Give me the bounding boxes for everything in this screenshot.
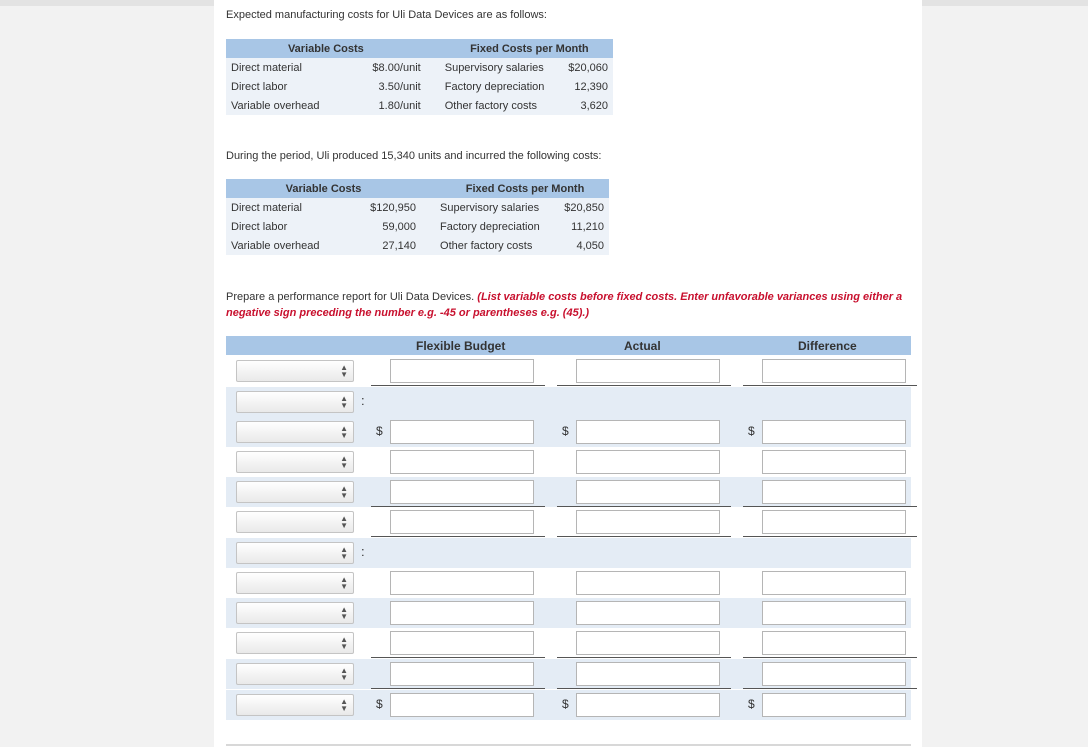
report-row <box>226 628 911 658</box>
expected-costs-table <box>226 39 613 115</box>
table-row <box>226 217 609 236</box>
updown-arrow-icon: ▲ ▼ <box>340 605 348 621</box>
report-row <box>226 477 911 507</box>
report-row <box>226 447 911 477</box>
line-item-select[interactable] <box>236 481 354 503</box>
total-underline <box>371 536 545 537</box>
line-item-select[interactable] <box>236 421 354 443</box>
table-row <box>226 77 613 96</box>
variable-cost-value: $120,950 <box>370 201 417 214</box>
fixed-cost-label: Other factory costs <box>440 239 533 252</box>
actual-input[interactable] <box>576 450 720 474</box>
flexible-budget-input[interactable] <box>390 693 534 717</box>
flexible-budget-input[interactable] <box>390 510 534 534</box>
report-row <box>226 507 911 537</box>
report-row <box>226 387 911 417</box>
line-item-select[interactable] <box>236 391 354 413</box>
variable-cost-label: Variable overhead <box>231 239 320 252</box>
actual-input[interactable] <box>576 693 720 717</box>
updown-arrow-icon: ▲ ▼ <box>340 484 348 500</box>
actual-input[interactable] <box>576 510 720 534</box>
actual-input[interactable] <box>576 480 720 504</box>
fixed-cost-value: 3,620 <box>580 99 608 112</box>
total-underline <box>743 657 917 658</box>
fixed-cost-label: Other factory costs <box>444 99 538 112</box>
updown-arrow-icon: ▲ ▼ <box>340 424 348 440</box>
period-text: During the period, Uli produced 15,340 units and incurred the following costs: <box>226 150 602 162</box>
table-row <box>226 96 613 115</box>
difference-input[interactable] <box>762 420 906 444</box>
variable-cost-label: Direct labor <box>231 80 288 93</box>
flexible-budget-input[interactable] <box>390 662 534 686</box>
variable-cost-value: 27,140 <box>382 239 417 252</box>
flexible-budget-input[interactable] <box>390 631 534 655</box>
total-underline <box>557 385 731 386</box>
line-item-select[interactable] <box>236 602 354 624</box>
line-item-select[interactable] <box>236 663 354 685</box>
difference-input[interactable] <box>762 450 906 474</box>
report-row <box>226 417 911 447</box>
difference-input[interactable] <box>762 510 906 534</box>
fixed-cost-value: 12,390 <box>574 80 608 93</box>
report-row <box>226 598 911 628</box>
table-row <box>226 58 613 77</box>
flexible-budget-input[interactable] <box>390 571 534 595</box>
report-row <box>226 356 911 386</box>
actual-input[interactable] <box>576 420 720 444</box>
fixed-cost-label: Factory depreciation <box>440 220 540 233</box>
dollar-sign: $ <box>748 424 755 438</box>
report-row <box>226 538 911 568</box>
total-underline <box>371 385 545 386</box>
line-item-select[interactable] <box>236 360 354 382</box>
total-underline <box>557 536 731 537</box>
variable-cost-label: Direct material <box>231 201 302 214</box>
updown-arrow-icon: ▲ ▼ <box>340 514 348 530</box>
report-header <box>226 336 911 355</box>
difference-input[interactable] <box>762 601 906 625</box>
flexible-budget-input[interactable] <box>390 601 534 625</box>
line-item-select[interactable] <box>236 632 354 654</box>
fixed-costs-header: Fixed Costs per Month <box>426 39 613 58</box>
variable-cost-label: Variable overhead <box>231 99 320 112</box>
report-row <box>226 659 911 689</box>
fixed-cost-value: 4,050 <box>576 239 604 252</box>
actual-input[interactable] <box>576 571 720 595</box>
variable-cost-value: 59,000 <box>382 220 417 233</box>
variable-cost-label: Direct labor <box>231 220 288 233</box>
updown-arrow-icon: ▲ ▼ <box>340 363 348 379</box>
updown-arrow-icon: ▲ ▼ <box>340 454 348 470</box>
flexible-budget-input[interactable] <box>390 480 534 504</box>
actual-input[interactable] <box>576 662 720 686</box>
variable-costs-header: Variable Costs <box>226 179 421 198</box>
dollar-sign: $ <box>562 424 569 438</box>
total-underline <box>371 657 545 658</box>
actual-input[interactable] <box>576 359 720 383</box>
variable-cost-value: $8.00/unit <box>372 61 421 74</box>
updown-arrow-icon: ▲ ▼ <box>340 697 348 713</box>
updown-arrow-icon: ▲ ▼ <box>340 635 348 651</box>
prepare-instructions <box>226 289 916 321</box>
variable-cost-value: 3.50/unit <box>378 80 421 93</box>
line-item-select[interactable] <box>236 451 354 473</box>
actual-input[interactable] <box>576 631 720 655</box>
instruction-text: (List variable costs before fixed costs. Enter unfavorable variances using either a negative sign preceding the number e.g. -45 or parentheses e.g. (45).) <box>226 291 903 319</box>
fixed-cost-value: $20,060 <box>568 61 608 74</box>
fixed-cost-label: Supervisory salaries <box>444 61 544 74</box>
report-row <box>226 568 911 598</box>
table-row <box>226 236 609 255</box>
colon-label: : <box>361 393 365 408</box>
fixed-costs-header: Fixed Costs per Month <box>421 179 609 198</box>
total-underline <box>557 688 731 689</box>
fixed-cost-value: 11,210 <box>571 220 604 233</box>
intro-text: Expected manufacturing costs for Uli Data Devices are as follows: <box>226 9 547 21</box>
total-underline <box>371 688 545 689</box>
line-item-select[interactable] <box>236 542 354 564</box>
actual-input[interactable] <box>576 601 720 625</box>
report-row <box>226 690 911 720</box>
total-underline <box>743 536 917 537</box>
actual-costs-table <box>226 179 609 255</box>
difference-input[interactable] <box>762 480 906 504</box>
flexible-budget-input[interactable] <box>390 450 534 474</box>
total-underline <box>743 385 917 386</box>
col-difference: Difference <box>798 339 857 353</box>
variable-cost-label: Direct material <box>231 61 302 74</box>
fixed-cost-value: $20,850 <box>564 201 604 214</box>
difference-input[interactable] <box>762 631 906 655</box>
dollar-sign: $ <box>376 697 383 711</box>
table-row <box>226 198 609 217</box>
updown-arrow-icon: ▲ ▼ <box>340 575 348 591</box>
line-item-select[interactable] <box>236 511 354 533</box>
variable-costs-header: Variable Costs <box>226 39 426 58</box>
difference-input[interactable] <box>762 662 906 686</box>
updown-arrow-icon: ▲ ▼ <box>340 394 348 410</box>
dollar-sign: $ <box>748 697 755 711</box>
flexible-budget-input[interactable] <box>390 359 534 383</box>
dollar-sign: $ <box>376 424 383 438</box>
difference-input[interactable] <box>762 571 906 595</box>
difference-input[interactable] <box>762 359 906 383</box>
col-actual: Actual <box>624 339 661 353</box>
variable-cost-value: 1.80/unit <box>378 99 421 112</box>
total-underline <box>743 688 917 689</box>
total-underline <box>557 657 731 658</box>
difference-input[interactable] <box>762 693 906 717</box>
flexible-budget-input[interactable] <box>390 420 534 444</box>
dollar-sign: $ <box>562 697 569 711</box>
fixed-cost-label: Supervisory salaries <box>440 201 540 214</box>
line-item-select[interactable] <box>236 694 354 716</box>
panel-bottom-line <box>226 744 911 746</box>
line-item-select[interactable] <box>236 572 354 594</box>
updown-arrow-icon: ▲ ▼ <box>340 545 348 561</box>
fixed-cost-label: Factory depreciation <box>444 80 545 93</box>
prepare-text: Prepare a performance report for Uli Data Devices. <box>226 291 478 303</box>
updown-arrow-icon: ▲ ▼ <box>340 666 348 682</box>
colon-label: : <box>361 544 365 559</box>
col-flexible-budget: Flexible Budget <box>416 339 506 353</box>
